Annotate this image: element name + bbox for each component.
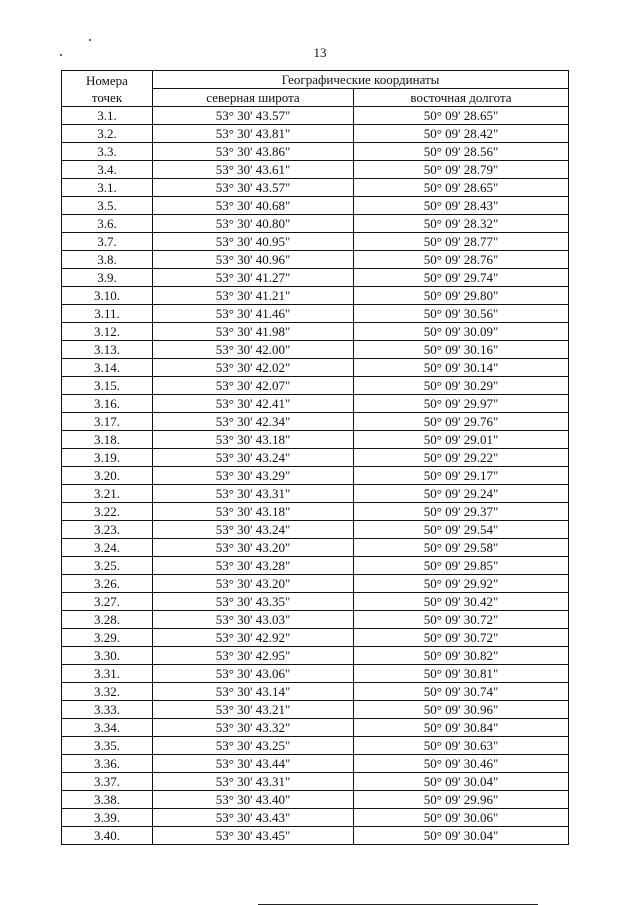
latitude-cell: 53° 30' 42.07" bbox=[153, 377, 354, 395]
longitude-cell: 50° 09' 30.96" bbox=[354, 701, 569, 719]
longitude-cell: 50° 09' 30.63" bbox=[354, 737, 569, 755]
table-row bbox=[62, 503, 569, 521]
longitude-cell: 50° 09' 30.04" bbox=[354, 773, 569, 791]
table-row bbox=[62, 791, 569, 809]
point-number-cell: 3.9. bbox=[62, 269, 153, 287]
longitude-cell: 50° 09' 29.17" bbox=[354, 467, 569, 485]
latitude-cell: 53° 30' 43.14" bbox=[153, 683, 354, 701]
latitude-cell: 53° 30' 43.31" bbox=[153, 773, 354, 791]
table-row bbox=[62, 143, 569, 161]
point-number-cell: 3.27. bbox=[62, 593, 153, 611]
scan-speck bbox=[89, 39, 91, 41]
longitude-cell: 50° 09' 30.14" bbox=[354, 359, 569, 377]
point-number-cell: 3.31. bbox=[62, 665, 153, 683]
table-row bbox=[62, 305, 569, 323]
table-row bbox=[62, 377, 569, 395]
longitude-cell: 50° 09' 29.74" bbox=[354, 269, 569, 287]
longitude-cell: 50° 09' 29.80" bbox=[354, 287, 569, 305]
table-row bbox=[62, 395, 569, 413]
point-number-cell: 3.36. bbox=[62, 755, 153, 773]
latitude-cell: 53° 30' 43.45" bbox=[153, 827, 354, 845]
table-row bbox=[62, 179, 569, 197]
point-number-cell: 3.23. bbox=[62, 521, 153, 539]
latitude-cell: 53° 30' 43.20" bbox=[153, 539, 354, 557]
point-number-cell: 3.24. bbox=[62, 539, 153, 557]
table-row bbox=[62, 521, 569, 539]
latitude-cell: 53° 30' 43.40" bbox=[153, 791, 354, 809]
longitude-cell: 50° 09' 29.58" bbox=[354, 539, 569, 557]
table-row bbox=[62, 107, 569, 125]
latitude-cell: 53° 30' 40.68" bbox=[153, 197, 354, 215]
table-row bbox=[62, 233, 569, 251]
latitude-cell: 53° 30' 42.02" bbox=[153, 359, 354, 377]
point-number-cell: 3.10. bbox=[62, 287, 153, 305]
table-row bbox=[62, 557, 569, 575]
longitude-cell: 50° 09' 29.54" bbox=[354, 521, 569, 539]
longitude-cell: 50° 09' 30.42" bbox=[354, 593, 569, 611]
table-row bbox=[62, 251, 569, 269]
point-number-cell: 3.37. bbox=[62, 773, 153, 791]
longitude-cell: 50° 09' 29.24" bbox=[354, 485, 569, 503]
longitude-cell: 50° 09' 28.43" bbox=[354, 197, 569, 215]
latitude-cell: 53° 30' 42.00" bbox=[153, 341, 354, 359]
longitude-cell: 50° 09' 30.84" bbox=[354, 719, 569, 737]
point-number-cell: 3.25. bbox=[62, 557, 153, 575]
latitude-cell: 53° 30' 41.46" bbox=[153, 305, 354, 323]
longitude-cell: 50° 09' 28.65" bbox=[354, 179, 569, 197]
table-row bbox=[62, 611, 569, 629]
longitude-cell: 50° 09' 28.76" bbox=[354, 251, 569, 269]
point-number-cell: 3.7. bbox=[62, 233, 153, 251]
latitude-cell: 53° 30' 43.57" bbox=[153, 179, 354, 197]
latitude-cell: 53° 30' 43.29" bbox=[153, 467, 354, 485]
point-number-cell: 3.13. bbox=[62, 341, 153, 359]
latitude-column-header: северная широта bbox=[153, 89, 354, 107]
table-row bbox=[62, 359, 569, 377]
latitude-cell: 53° 30' 43.21" bbox=[153, 701, 354, 719]
longitude-cell: 50° 09' 30.56" bbox=[354, 305, 569, 323]
point-number-cell: 3.26. bbox=[62, 575, 153, 593]
latitude-cell: 53° 30' 43.24" bbox=[153, 521, 354, 539]
points-column-header bbox=[62, 71, 153, 107]
table-row bbox=[62, 737, 569, 755]
table-row bbox=[62, 629, 569, 647]
point-number-cell: 3.18. bbox=[62, 431, 153, 449]
table-row bbox=[62, 449, 569, 467]
point-number-cell: 3.14. bbox=[62, 359, 153, 377]
longitude-cell: 50° 09' 30.29" bbox=[354, 377, 569, 395]
latitude-cell: 53° 30' 42.92" bbox=[153, 629, 354, 647]
latitude-cell: 53° 30' 43.25" bbox=[153, 737, 354, 755]
table-row bbox=[62, 575, 569, 593]
point-number-cell: 3.15. bbox=[62, 377, 153, 395]
latitude-cell: 53° 30' 43.61" bbox=[153, 161, 354, 179]
latitude-cell: 53° 30' 43.20" bbox=[153, 575, 354, 593]
point-number-cell: 3.40. bbox=[62, 827, 153, 845]
longitude-cell: 50° 09' 28.79" bbox=[354, 161, 569, 179]
point-number-cell: 3.32. bbox=[62, 683, 153, 701]
point-number-cell: 3.28. bbox=[62, 611, 153, 629]
point-number-cell: 3.1. bbox=[62, 107, 153, 125]
point-number-cell: 3.8. bbox=[62, 251, 153, 269]
table-row bbox=[62, 287, 569, 305]
longitude-column-header: восточная долгота bbox=[354, 89, 569, 107]
latitude-cell: 53° 30' 42.41" bbox=[153, 395, 354, 413]
table-row bbox=[62, 719, 569, 737]
latitude-cell: 53° 30' 43.81" bbox=[153, 125, 354, 143]
point-number-cell: 3.4. bbox=[62, 161, 153, 179]
longitude-cell: 50° 09' 29.85" bbox=[354, 557, 569, 575]
table-row bbox=[62, 485, 569, 503]
table-row bbox=[62, 215, 569, 233]
longitude-cell: 50° 09' 30.81" bbox=[354, 665, 569, 683]
point-number-cell: 3.19. bbox=[62, 449, 153, 467]
latitude-cell: 53° 30' 42.95" bbox=[153, 647, 354, 665]
longitude-cell: 50° 09' 30.09" bbox=[354, 323, 569, 341]
longitude-cell: 50° 09' 30.04" bbox=[354, 827, 569, 845]
latitude-cell: 53° 30' 41.98" bbox=[153, 323, 354, 341]
longitude-cell: 50° 09' 28.65" bbox=[354, 107, 569, 125]
latitude-cell: 53° 30' 43.86" bbox=[153, 143, 354, 161]
table-row bbox=[62, 197, 569, 215]
latitude-cell: 53° 30' 43.57" bbox=[153, 107, 354, 125]
latitude-cell: 53° 30' 43.18" bbox=[153, 431, 354, 449]
point-number-cell: 3.16. bbox=[62, 395, 153, 413]
longitude-cell: 50° 09' 30.06" bbox=[354, 809, 569, 827]
point-number-cell: 3.38. bbox=[62, 791, 153, 809]
latitude-cell: 53° 30' 43.24" bbox=[153, 449, 354, 467]
point-number-cell: 3.17. bbox=[62, 413, 153, 431]
latitude-cell: 53° 30' 40.80" bbox=[153, 215, 354, 233]
longitude-cell: 50° 09' 28.56" bbox=[354, 143, 569, 161]
longitude-cell: 50° 09' 29.01" bbox=[354, 431, 569, 449]
coordinates-table bbox=[61, 70, 569, 845]
longitude-cell: 50° 09' 29.22" bbox=[354, 449, 569, 467]
table-row bbox=[62, 827, 569, 845]
latitude-cell: 53° 30' 43.35" bbox=[153, 593, 354, 611]
point-number-cell: 3.39. bbox=[62, 809, 153, 827]
latitude-cell: 53° 30' 43.31" bbox=[153, 485, 354, 503]
table-row bbox=[62, 125, 569, 143]
point-number-cell: 3.34. bbox=[62, 719, 153, 737]
longitude-cell: 50° 09' 29.97" bbox=[354, 395, 569, 413]
longitude-cell: 50° 09' 28.77" bbox=[354, 233, 569, 251]
longitude-cell: 50° 09' 29.92" bbox=[354, 575, 569, 593]
table-row bbox=[62, 593, 569, 611]
latitude-cell: 53° 30' 43.18" bbox=[153, 503, 354, 521]
longitude-cell: 50° 09' 29.37" bbox=[354, 503, 569, 521]
latitude-cell: 53° 30' 41.27" bbox=[153, 269, 354, 287]
geo-coordinates-header: Географические координаты bbox=[153, 71, 569, 89]
table-row bbox=[62, 323, 569, 341]
table-row bbox=[62, 539, 569, 557]
latitude-cell: 53° 30' 43.43" bbox=[153, 809, 354, 827]
latitude-cell: 53° 30' 43.32" bbox=[153, 719, 354, 737]
table-row bbox=[62, 161, 569, 179]
point-number-cell: 3.20. bbox=[62, 467, 153, 485]
table-row bbox=[62, 755, 569, 773]
point-number-cell: 3.11. bbox=[62, 305, 153, 323]
table-row bbox=[62, 809, 569, 827]
latitude-cell: 53° 30' 42.34" bbox=[153, 413, 354, 431]
points-header-line1: Номера bbox=[86, 72, 128, 88]
point-number-cell: 3.3. bbox=[62, 143, 153, 161]
longitude-cell: 50° 09' 29.76" bbox=[354, 413, 569, 431]
latitude-cell: 53° 30' 43.06" bbox=[153, 665, 354, 683]
table-row bbox=[62, 269, 569, 287]
table-row bbox=[62, 647, 569, 665]
table-body bbox=[62, 107, 569, 845]
table-row bbox=[62, 431, 569, 449]
table-row bbox=[62, 413, 569, 431]
table-row bbox=[62, 683, 569, 701]
point-number-cell: 3.35. bbox=[62, 737, 153, 755]
longitude-cell: 50° 09' 30.74" bbox=[354, 683, 569, 701]
latitude-cell: 53° 30' 43.44" bbox=[153, 755, 354, 773]
longitude-cell: 50° 09' 28.32" bbox=[354, 215, 569, 233]
latitude-cell: 53° 30' 43.28" bbox=[153, 557, 354, 575]
latitude-cell: 53° 30' 40.96" bbox=[153, 251, 354, 269]
point-number-cell: 3.30. bbox=[62, 647, 153, 665]
latitude-cell: 53° 30' 41.21" bbox=[153, 287, 354, 305]
point-number-cell: 3.29. bbox=[62, 629, 153, 647]
point-number-cell: 3.33. bbox=[62, 701, 153, 719]
point-number-cell: 3.12. bbox=[62, 323, 153, 341]
longitude-cell: 50° 09' 28.42" bbox=[354, 125, 569, 143]
longitude-cell: 50° 09' 30.72" bbox=[354, 629, 569, 647]
point-number-cell: 3.1. bbox=[62, 179, 153, 197]
page-number: 13 bbox=[313, 45, 327, 60]
point-number-cell: 3.21. bbox=[62, 485, 153, 503]
longitude-cell: 50° 09' 29.96" bbox=[354, 791, 569, 809]
longitude-cell: 50° 09' 30.46" bbox=[354, 755, 569, 773]
table-row bbox=[62, 341, 569, 359]
point-number-cell: 3.5. bbox=[62, 197, 153, 215]
point-number-cell: 3.2. bbox=[62, 125, 153, 143]
table-row bbox=[62, 701, 569, 719]
table-row bbox=[62, 773, 569, 791]
points-header-line2: точек bbox=[91, 89, 123, 105]
longitude-cell: 50° 09' 30.72" bbox=[354, 611, 569, 629]
point-number-cell: 3.6. bbox=[62, 215, 153, 233]
longitude-cell: 50° 09' 30.82" bbox=[354, 647, 569, 665]
longitude-cell: 50° 09' 30.16" bbox=[354, 341, 569, 359]
latitude-cell: 53° 30' 40.95" bbox=[153, 233, 354, 251]
latitude-cell: 53° 30' 43.03" bbox=[153, 611, 354, 629]
point-number-cell: 3.22. bbox=[62, 503, 153, 521]
table-row bbox=[62, 467, 569, 485]
table-row bbox=[62, 665, 569, 683]
